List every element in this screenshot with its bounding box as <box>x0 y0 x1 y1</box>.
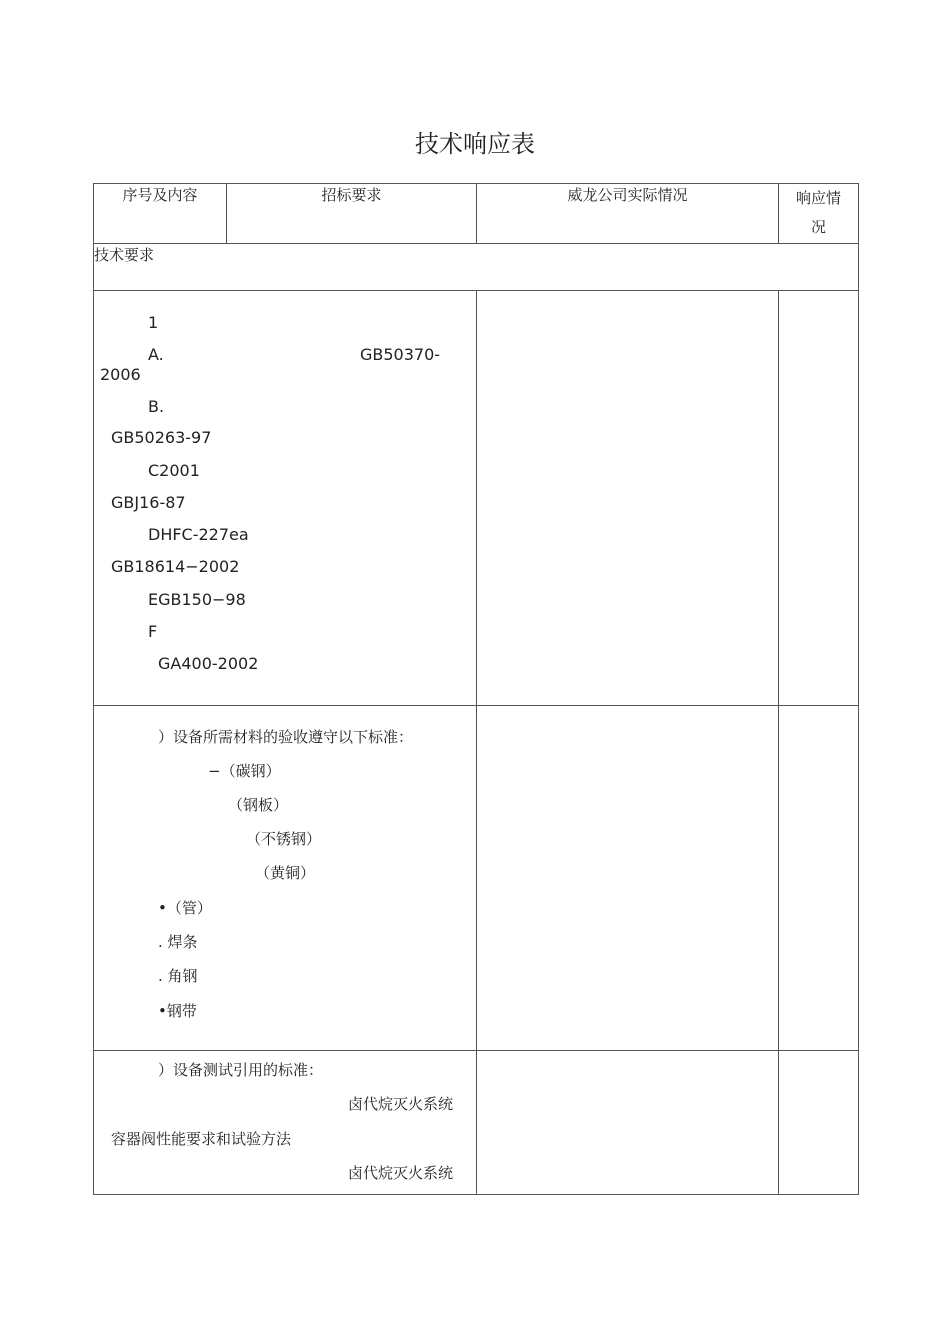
page-title: 技术响应表 <box>415 130 535 158</box>
list-item: GA400-2002 <box>158 654 259 673</box>
header-tender-requirement: 招标要求 <box>227 184 477 244</box>
list-item: （不锈钢） <box>246 830 322 848</box>
test-standards-cell <box>94 1051 477 1195</box>
list-item: −（碳钢） <box>208 762 281 780</box>
actual-cell <box>477 706 779 1051</box>
section-row <box>94 244 859 291</box>
list-item: GB18614−2002 <box>111 557 240 576</box>
list-item: DHFC-227ea <box>148 525 249 544</box>
list-item: •钢带 <box>158 1002 197 1020</box>
response-cell <box>779 706 859 1051</box>
list-item: GBJ16-87 <box>111 493 186 512</box>
list-item: ）设备所需材料的验收遵守以下标准： <box>158 728 414 746</box>
actual-cell <box>477 291 779 706</box>
actual-cell <box>477 1051 779 1195</box>
list-item: （钢板） <box>228 796 289 814</box>
list-item: . 角钢 <box>158 967 198 985</box>
list-item: 容器阀性能要求和试验方法 <box>111 1130 292 1148</box>
header-response-line1: 响应情 <box>795 189 841 207</box>
header-actual-situation: 威龙公司实际情况 <box>477 184 779 244</box>
header-response-line2: 况 <box>810 218 826 236</box>
table-row <box>94 1051 859 1195</box>
response-cell <box>779 1051 859 1195</box>
list-item: 1 <box>148 313 159 332</box>
tech-response-table <box>93 183 859 1195</box>
list-item: EGB150−98 <box>148 590 246 609</box>
list-item: GB50370- <box>360 345 441 364</box>
list-item: （黄铜） <box>255 864 316 882</box>
list-item: •（管） <box>158 899 212 917</box>
list-item: 卤代烷灭火系统 <box>348 1095 454 1113</box>
header-seq-content: 序号及内容 <box>94 184 227 244</box>
standards-list-cell <box>94 291 477 706</box>
materials-standards-cell <box>94 706 477 1051</box>
list-item: ）设备测试引用的标准： <box>158 1061 324 1079</box>
list-item: A. <box>148 345 164 364</box>
list-item: C2001 <box>148 461 200 480</box>
list-item: 2006 <box>100 365 141 384</box>
table-row <box>94 291 859 706</box>
section-title: 技术要求 <box>94 244 859 291</box>
table-header-row <box>94 184 859 244</box>
list-item: 卤代烷灭火系统 <box>348 1164 454 1182</box>
header-response <box>779 184 859 244</box>
list-item: B. <box>148 397 165 416</box>
list-item: GB50263-97 <box>111 428 212 447</box>
list-item: . 焊条 <box>158 933 198 951</box>
table-row <box>94 706 859 1051</box>
response-cell <box>779 291 859 706</box>
list-item: F <box>148 622 158 641</box>
